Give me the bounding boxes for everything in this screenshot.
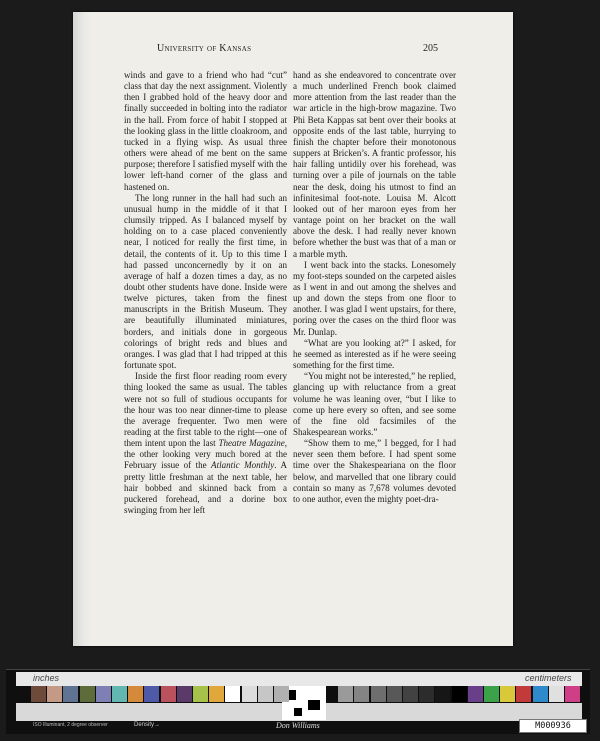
color-swatch <box>63 686 78 702</box>
centimeters-label: centimeters <box>525 673 572 683</box>
density-label: Density→ <box>134 722 161 728</box>
brand-label: Don Williams <box>276 721 320 730</box>
paragraph <box>124 371 287 516</box>
color-swatch <box>516 686 531 702</box>
color-swatch <box>128 686 143 702</box>
page-edge <box>73 12 91 646</box>
color-swatch <box>144 686 159 702</box>
color-swatch <box>209 686 224 702</box>
color-swatch <box>419 686 434 702</box>
color-swatch <box>80 686 95 702</box>
color-swatch <box>565 686 580 702</box>
paragraph: “What are you looking at?” I asked, for he seemed as interested as if he were seeing something for the first time. <box>293 337 456 371</box>
color-swatch <box>161 686 176 702</box>
color-swatch <box>242 686 257 702</box>
color-swatch <box>177 686 192 702</box>
color-swatch <box>468 686 483 702</box>
left-column <box>124 70 287 516</box>
paragraph: The long runner in the hall had such an unusual hump in the middle of it that I clumsily tripped. As I balanced myself by holding on to a case placed conveniently near, I noticed for really the first time, in detail, the contents of it. Up to this time I had passed unconcernedly by it on an average of half a dozen times a day, as no doubt other students have done. Inside were twelve pictures, taken from the finest manuscripts in the British Museum. They are beautifully illuminated miniatures, borders, and initials done in gorgeous colorings of bright reds and blues and oranges. I was glad that I had tripped at this fortunate spot. <box>124 192 287 371</box>
color-swatch <box>403 686 418 702</box>
color-swatch <box>193 686 208 702</box>
color-swatch <box>338 686 353 702</box>
italic-title: Atlantic Monthly <box>211 460 275 471</box>
running-head: University of Kansas <box>157 43 252 54</box>
color-swatch <box>258 686 273 702</box>
color-swatch <box>354 686 369 702</box>
color-swatch <box>274 686 289 702</box>
film-note: ISO Illuminant, 2 degree observer <box>33 722 108 728</box>
color-swatch <box>452 686 467 702</box>
id-label: M000936 <box>519 719 587 733</box>
color-swatch <box>533 686 548 702</box>
text-run: Inside the first floor reading room every thing looked the same as usual. The tables were not so full of studious occupants for the hour was too near dinner-time to please the average frequenter. Two men were reading at the first table to the right—one of them intent upon the last <box>124 371 287 449</box>
color-swatch <box>484 686 499 702</box>
color-swatch <box>225 686 240 702</box>
color-swatch <box>47 686 62 702</box>
color-swatch <box>371 686 386 702</box>
color-swatch <box>435 686 450 702</box>
target-block <box>308 700 320 710</box>
color-swatch <box>31 686 46 702</box>
color-swatch <box>500 686 515 702</box>
color-swatch <box>549 686 564 702</box>
paragraph: hand as she endeavored to concentrate over a much underlined French book claimed more attention from the last reader than the war article in the high-brow magazine. Two Phi Beta Kappas sat bent over their books at opposite ends of the last table, hurrying to finish the chapter before their monotonous suppers at Bricken’s. A frantic professor, his hair falling untidily over his forehead, was turning over a pile of journals on the table near the desk, doing his utmost to find an infinitesimal foot-note. Louisa M. Alcott looked out of her maroon eyes from her vantage point on her bracket on the wall above the desk. I had really never known before whether the bust was that of a man or a marble myth. <box>293 70 456 259</box>
text-run: . A pretty little freshman at the next table, her hair bobbed and skinned back from a puckered forehead, and a dorine box swinging from her left <box>124 460 287 516</box>
ruler <box>16 672 582 686</box>
color-swatch <box>112 686 127 702</box>
page-number: 205 <box>423 43 438 54</box>
paragraph: “You might not be interested,” he replied, glancing up with reluctance from a great volume he was leaning over, “but I like to come up here every so often, and see some of the fine old facsimiles of the Shakespearean works.” <box>293 371 456 437</box>
color-swatch <box>387 686 402 702</box>
paragraph: “Show them to me,” I begged, for I had never seen them before. I had spent some time over the Shakespeariana on the floor below, and marvelled that one library could contain so many as 7,678 volumes devoted to one author, even the mighty poet-dra- <box>293 438 456 504</box>
text-run: , the other looking very much bored at the February issue of the <box>124 438 288 471</box>
paragraph: winds and gave to a friend who had “cut” class that day the next assignment. Violently then I grabbed hold of the heavy door and finally succeeded in bolting into the radiator in the hall. From force of habit I stopped at the looking glass in the little cloakroom, and tucked in a flying wisp. As usual three others were ahead of me bent on the same purpose; therefore I satisfied myself with the lower left-hand corner of the glass and hastened on. <box>124 70 287 192</box>
italic-title: Theatre Magazine <box>218 438 285 449</box>
inches-label: inches <box>33 673 60 683</box>
color-swatch <box>96 686 111 702</box>
right-column <box>293 70 456 505</box>
paragraph: I went back into the stacks. Lonesomely my foot-steps sounded on the carpeted aisles as I went in and out among the shelves and up and down the steps from one floor to another. I was glad I went upstairs, for there, poring over the cases on the third floor was Mr. Dunlap. <box>293 259 456 337</box>
target-block <box>294 708 302 716</box>
